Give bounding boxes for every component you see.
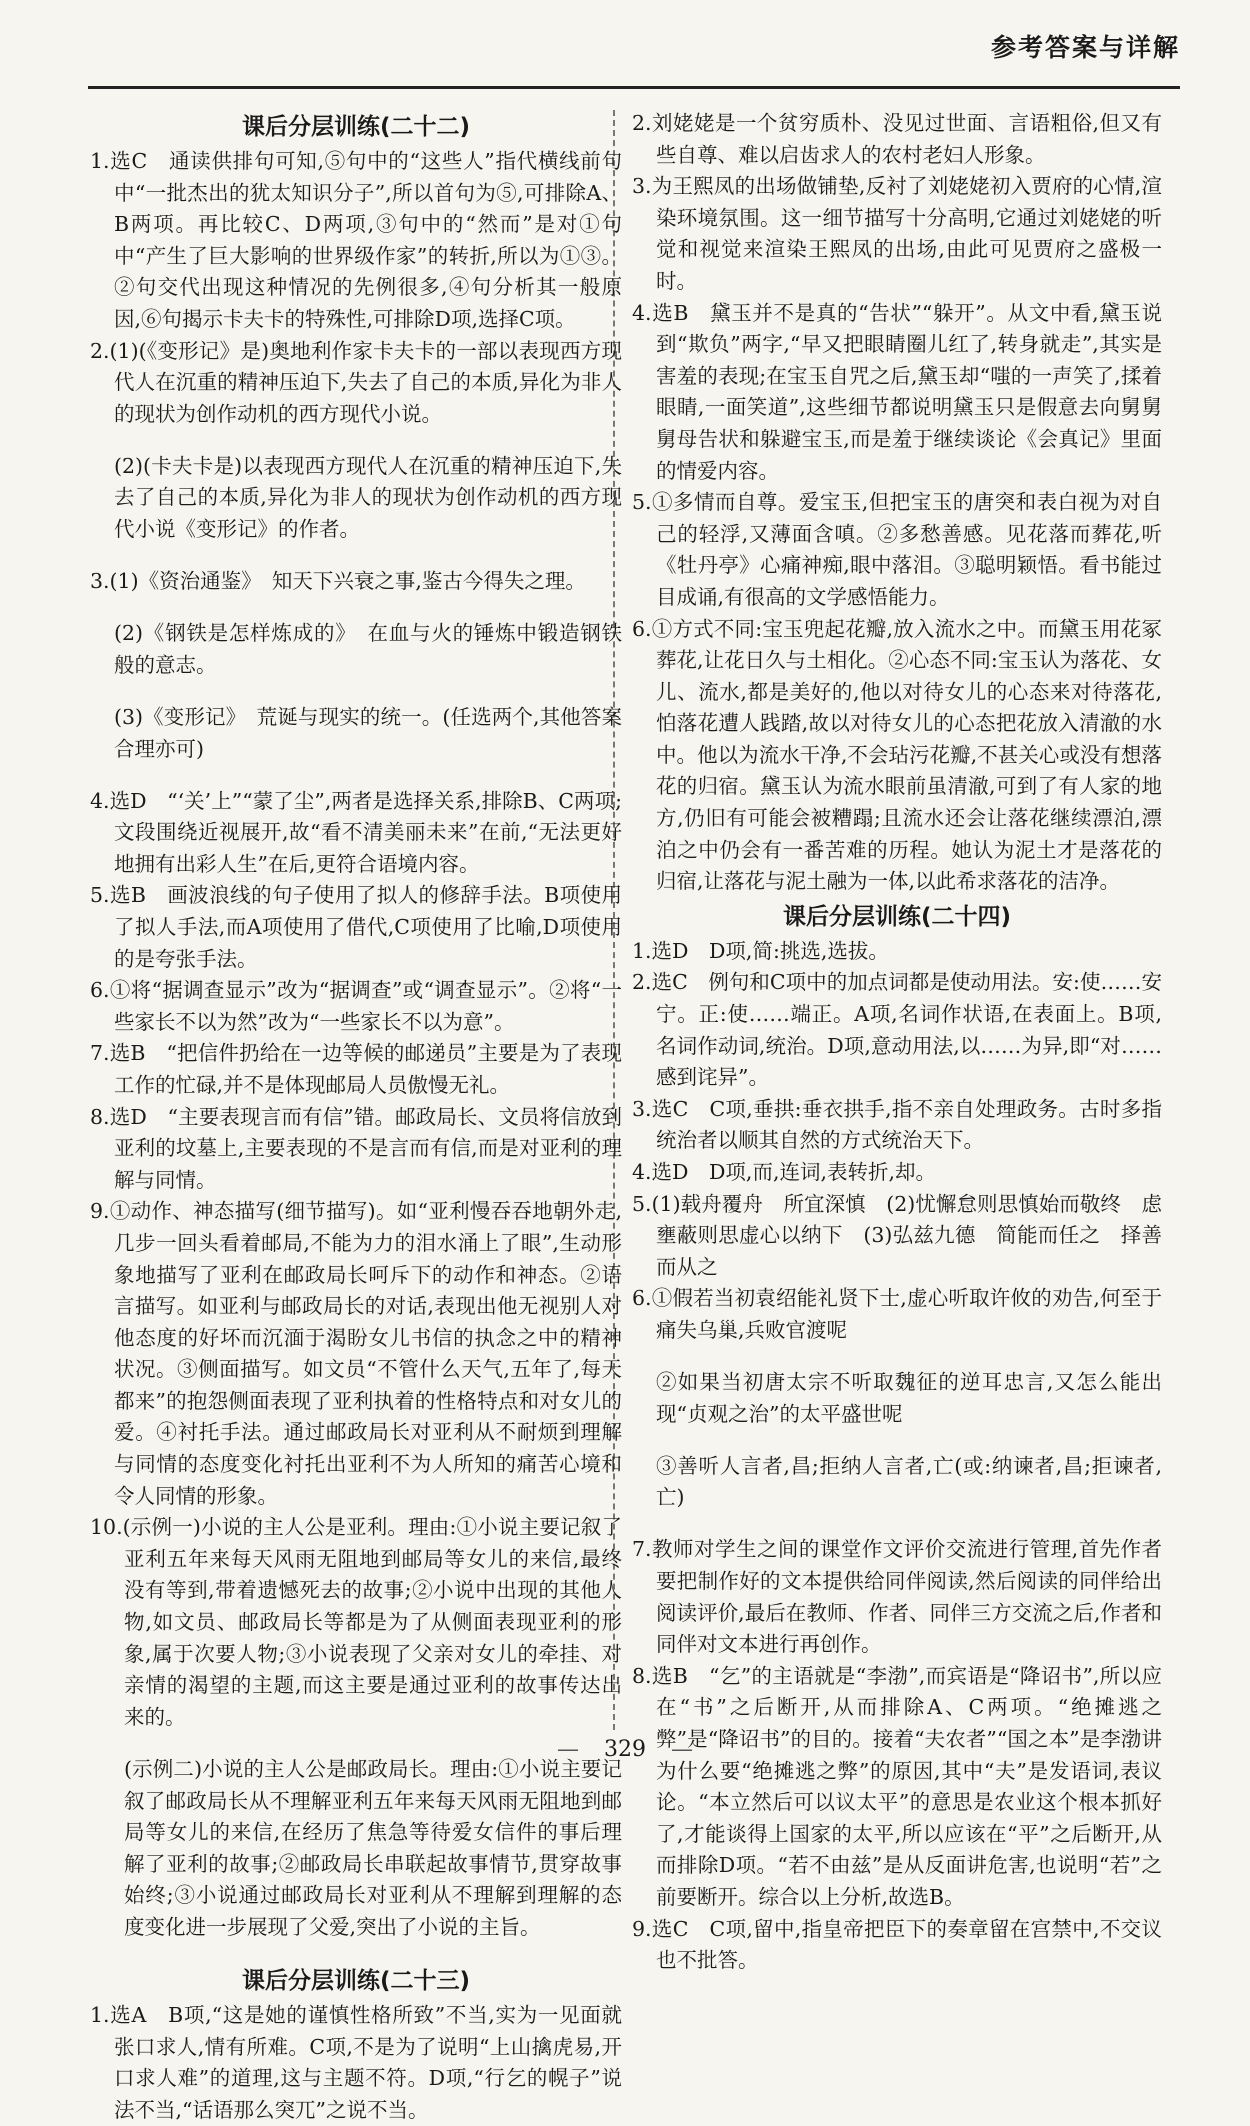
right-column [632, 108, 1162, 1977]
answer-item: 4.选B 黛玉并不是真的“告状”“躲开”。从文中看,黛玉说到“欺负”两字,“早又把眼睛圈儿红了,转身就走”,其实是害羞的表现;在宝玉自咒之后,黛玉却“嗤的一声笑了,揉着眼睛,一面笑道”,这些细节都说明黛玉只是假意去向舅舅舅母告状和躲避宝玉,而是羞于继续谈论《会真记》里面的情爱内容。 [632, 300, 1162, 483]
left-column [90, 108, 622, 2126]
answer-item: 1.选D D项,简:挑选,选拔。 [632, 938, 889, 963]
answer-subitem: (2)《钢铁是怎样炼成的》 在血与火的锤炼中锻造钢铁般的意志。 [114, 621, 622, 677]
answer-item: 10.(示例一)小说的主人公是亚利。理由:①小说主要记叙了亚利五年来每天风雨无阻地到邮局等女儿的来信,最终没有等到,带着遗憾死去的故事;②小说中出现的其他人物,如文员、邮政局长等都是为了从侧面表现亚利的形象,属于次要人物;③小说表现了父亲对女儿的牵挂、对亲情的渴望的主题,而这主要是通过亚利的故事传达出来的。 [90, 1515, 622, 1729]
section-title-23: 课后分层训练(二十三) [241, 1967, 471, 1994]
answer-subitem: ③善听人言者,昌;拒纳人言者,亡(或:纳谏者,昌;拒谏者,亡) [656, 1453, 1162, 1510]
section-title-22: 课后分层训练(二十二) [241, 114, 471, 140]
answer-item: 2.选C 例句和C项中的加点词都是使动用法。安:使……安宁。正:使……端正。A项,名词作状语,在表面上。B项,名词作动词,统治。D项,意动用法,以……为异,即“对……感到诧异”。 [632, 970, 1162, 1090]
header-rule [88, 86, 1180, 89]
answer-item: 1.选C 通读供排句可知,⑤句中的“这些人”指代横线前句中“一批杰出的犹太知识分子”,所以首句为⑤,可排除A、B两项。再比较C、D两项,③句中的“然而”是对①句中“产生了巨大影响的世界级作家”的转折,所以为①③。②句交代出现这种情况的先例很多,④句分析其一般原因,⑥句揭示卡夫卡的特殊性,可排除D项,选择C项。 [90, 149, 622, 331]
answer-item: 3.(1)《资治通鉴》 知天下兴衰之事,鉴古今得失之理。 [90, 569, 586, 594]
answer-item: 5.①多情而自尊。爱宝玉,但把宝玉的唐突和表白视为对自己的轻浮,又薄面含嗔。②多愁善感。见花落而葬花,听《牡丹亭》心痛神痴,眼中落泪。③聪明颖悟。看书能过目成诵,有很高的文学感悟能力。 [632, 490, 1162, 609]
answer-item: 9.①动作、神态描写(细节描写)。如“亚利慢吞吞地朝外走,几步一回头看着邮局,不能为力的泪水涌上了眼”,生动形象地描写了亚利在邮政局长呵斥下的动作和神态。②语言描写。如亚利与邮政局长的对话,表现出他无视别人对他态度的好坏而沉湎于渴盼女儿书信的执念之中的精神状况。③侧面描写。如文员“不管什么天气,五年了,每天都来”的抱怨侧面表现了亚利执着的性格特点和对女儿的爱。④衬托手法。通过邮政局长对亚利从不耐烦到理解与同情的态度变化衬托出亚利不为人所知的痛苦心境和令人同情的形象。 [90, 1199, 622, 1508]
answer-item: 3.选C C项,垂拱:垂衣拱手,指不亲自处理政务。古时多指统治者以顺其自然的方式统治天下。 [632, 1096, 1162, 1153]
answer-item: 7.教师对学生之间的课堂作文评价交流进行管理,首先作者要把制作好的文本提供给同伴阅读,然后阅读的同伴给出阅读评价,最后在教师、作者、同伴三方交流之后,作者和同伴对文本进行再创作。 [632, 1537, 1162, 1657]
answer-item: 9.选C C项,留中,指皇帝把臣下的奏章留在宫禁中,不交议也不批答。 [632, 1916, 1162, 1973]
answer-item: 4.选D “‘关’上”“蒙了尘”,两者是选择关系,排除B、C两项;文段围绕近视展开,故“看不清美丽未来”在前,“无法更好地拥有出彩人生”在后,更符合语境内容。 [90, 788, 622, 876]
answer-subitem: (3)《变形记》 荒诞与现实的统一。(任选两个,其他答案合理亦可) [114, 704, 622, 761]
answer-item: 8.选B “乞”的主语就是“李渤”,而宾语是“降诏书”,所以应在“书”之后断开,从而排除A、C两项。“绝摊逃之弊”是“降诏书”的目的。接着“夫农者”“国之本”是李渤讲为什么要“绝摊逃之弊”的原因,其中“夫”是发语词,表议论。“本立然后可以议太平”的意思是农业这个根本抓好了,才能谈得上国家的太平,所以应该在“平”之后断开,从而排除D项。“若不由兹”是从反面讲危害,也说明“若”之前要断开。综合以上分析,故选B。 [632, 1663, 1162, 1909]
answer-item: 1.选A B项,“这是她的谨慎性格所致”不当,实为一见面就张口求人,情有所难。C项,不是为了说明“上山擒虎易,开口求人难”的道理,这与主题不符。D项,“行乞的幌子”说法不当,“话语那么突兀”之说不当。 [90, 2002, 622, 2122]
page-number: — 329 — [0, 1737, 1250, 1762]
answer-item: 6.①方式不同:宝玉兜起花瓣,放入流水之中。而黛玉用花冢葬花,让花日久与土相化。②心态不同:宝玉认为落花、女儿、流水,都是美好的,他以对待女儿的心态来对待落花,怕落花遭人践踏,故以对待女儿的心态把花放入清澈的水中。他以为流水干净,不会玷污花瓣,不甚关心或没有想落花的归宿。黛玉认为流水眼前虽清澈,可到了有人家的地方,仍旧有可能会被糟蹋;且流水还会让落花继续漂泊,漂泊之中仍会有一番苦难的历程。她认为泥土才是落花的归宿,让落花与泥土融为一体,以此希求落花的洁净。 [632, 616, 1162, 894]
answer-subitem: ②如果当初唐太宗不听取魏征的逆耳忠言,又怎么能出现“贞观之治”的太平盛世呢 [656, 1370, 1162, 1426]
page-header-title: 参考答案与详解 [990, 33, 1180, 62]
answer-item: 7.选B “把信件扔给在一边等候的邮递员”主要是为了表现工作的忙碌,并不是体现邮局人员傲慢无礼。 [90, 1041, 622, 1097]
answer-item: 8.选D “主要表现言而有信”错。邮政局长、文员将信放到亚利的坟墓上,主要表现的不是言而有信,而是对亚利的理解与同情。 [90, 1104, 622, 1192]
answer-item: 6.①假若当初袁绍能礼贤下士,虚心听取许攸的劝告,何至于痛失乌巢,兵败官渡呢 [632, 1286, 1162, 1342]
answer-subitem: (示例二)小说的主人公是邮政局长。理由:①小说主要记叙了邮政局长从不理解亚利五年来每天风雨无阻地到邮局等女儿的来信,在经历了焦急等待爱女信件的事后理解了亚利的故事;②邮政局长串联起故事情节,贯穿故事始终;③小说通过邮政局长对亚利从不理解到理解的态度变化进一步展现了父爱,突出了小说的主旨。 [124, 1756, 622, 1939]
answer-item: 5.选B 画波浪线的句子使用了拟人的修辞手法。B项使用了拟人手法,而A项使用了借代,C项使用了比喻,D项使用的是夸张手法。 [90, 883, 622, 971]
answer-subitem: (2)(卡夫卡是)以表现西方现代人在沉重的精神压迫下,失去了自己的本质,异化为非人的现状为创作动机的西方现代小说《变形记》的作者。 [114, 453, 622, 542]
answer-item: 2.(1)(《变形记》是)奥地利作家卡夫卡的一部以表现西方现代人在沉重的精神压迫下,失去了自己的本质,异化为非人的现状为创作动机的西方现代小说。 [90, 338, 622, 426]
answer-item: 4.选D D项,而,连词,表转折,却。 [632, 1160, 936, 1184]
answer-item: 3.为王熙凤的出场做铺垫,反衬了刘姥姥初入贾府的心情,渲染环境氛围。这一细节描写十分高明,它通过刘姥姥的听觉和视觉来渲染王熙凤的出场,由此可见贾府之盛极一时。 [632, 174, 1162, 293]
answer-item: 2.刘姥姥是一个贫穷质朴、没见过世面、言语粗俗,但又有些自尊、难以启齿求人的农村老妇人形象。 [632, 111, 1162, 167]
answer-item: 6.①将“据调查显示”改为“据调查”或“调查显示”。②将“一些家长不以为然”改为“一些家长不以为意”。 [90, 978, 622, 1034]
answer-item: 5.(1)载舟覆舟 所宜深慎 (2)忧懈怠则思慎始而敬终 虑壅蔽则思虚心以纳下 (3)弘兹九德 简能而任之 择善而从之 [632, 1191, 1162, 1279]
section-title-24: 课后分层训练(二十四) [782, 903, 1012, 930]
